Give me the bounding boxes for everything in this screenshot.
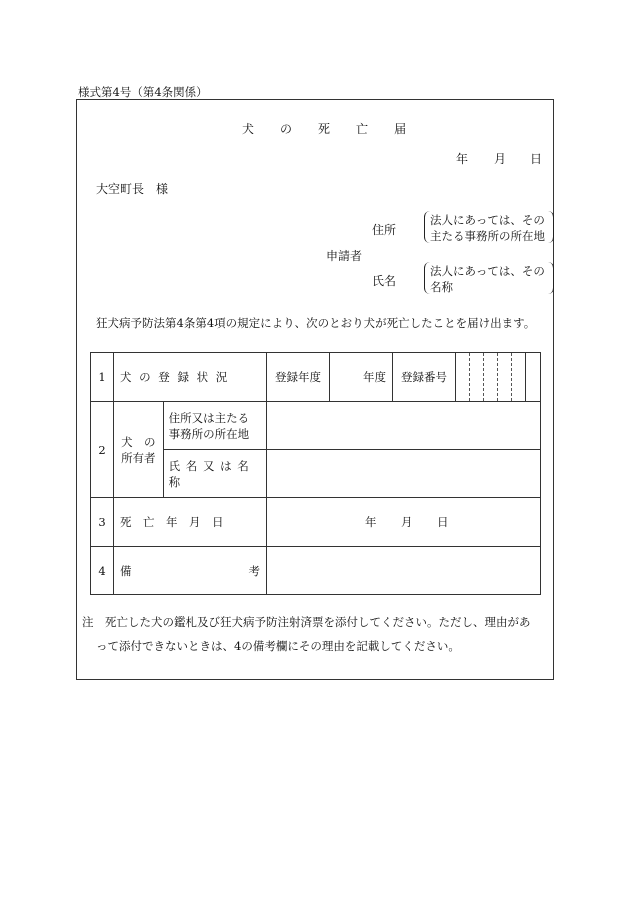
remarks-label-left: 備 <box>120 563 132 578</box>
row-number: 2 <box>91 402 114 498</box>
applicant-label: 申請者 <box>326 249 363 263</box>
reg-number-digit-cell[interactable] <box>512 353 526 402</box>
owner-address-line2: 事務所の所在地 <box>168 426 250 441</box>
owner-address-label <box>163 402 266 450</box>
reg-number-digit-cell[interactable] <box>484 353 498 402</box>
title-char: 亡 <box>356 122 369 136</box>
death-year-label: 年 <box>365 515 377 529</box>
death-day-label: 日 <box>437 515 449 529</box>
table-row <box>91 547 541 595</box>
table-row <box>91 498 541 547</box>
row-number: 3 <box>91 498 114 547</box>
reg-number-digit-cell[interactable] <box>456 353 470 402</box>
date-month-label: 月 <box>494 152 507 166</box>
reg-year-label: 登録年度 <box>267 353 330 402</box>
remarks-label-right: 考 <box>248 563 260 578</box>
form-title <box>242 120 406 137</box>
note-line1: 注 死亡した犬の鑑札及び狂犬病予防注射済票を添付してください。ただし、理由があ <box>82 615 531 629</box>
year-suffix-label: 年度 <box>330 353 393 402</box>
address-label: 住所 <box>372 223 397 237</box>
remarks-label <box>114 547 267 595</box>
title-char: の <box>280 122 293 136</box>
death-date-field[interactable] <box>267 498 541 547</box>
addressee: 大空町長 様 <box>96 182 169 196</box>
form-number-label: 様式第4号（第4条関係） <box>78 85 208 99</box>
name-note-line2: 名称 <box>430 280 453 294</box>
registration-table <box>90 352 541 595</box>
table-row <box>91 402 541 450</box>
statement-text: 狂犬病予防法第4条第4項の規定により、次のとおり犬が死亡したことを届け出ます。 <box>96 316 536 330</box>
note-line2: って添付できないときは、4の備考欄にその理由を記載してください。 <box>96 639 460 653</box>
row-number: 4 <box>91 547 114 595</box>
address-note-line2: 主たる事務所の所在地 <box>430 229 545 243</box>
date-day-label: 日 <box>530 152 543 166</box>
owner-label-line2: 所有者 <box>121 450 156 465</box>
row1-label: 犬 の 登 録 状 況 <box>114 353 267 402</box>
remarks-field[interactable] <box>267 547 541 595</box>
title-char: 犬 <box>242 122 255 136</box>
address-note-line1: 法人にあっては、その <box>430 213 545 227</box>
owner-address-field[interactable] <box>267 402 541 450</box>
row-number: 1 <box>91 353 114 402</box>
owner-name-field[interactable] <box>267 450 541 498</box>
reg-number-digit-cell[interactable] <box>470 353 484 402</box>
title-char: 届 <box>394 122 407 136</box>
reg-number-label: 登録番号 <box>393 353 456 402</box>
date-year-label: 年 <box>456 152 469 166</box>
owner-name-label: 氏 名 又 は 名 称 <box>163 450 266 498</box>
owner-label <box>114 402 164 498</box>
owner-address-line1: 住所又は主たる <box>168 410 250 425</box>
title-char: 死 <box>318 122 331 136</box>
table-row <box>91 353 541 402</box>
death-month-label: 月 <box>401 515 413 529</box>
reg-number-digit-cell[interactable] <box>498 353 512 402</box>
death-date-label: 死 亡 年 月 日 <box>114 498 267 547</box>
owner-label-line1: 犬 の <box>121 434 156 449</box>
name-note-line1: 法人にあっては、その <box>430 264 545 278</box>
name-label: 氏名 <box>372 274 397 288</box>
reg-number-digit-cell[interactable] <box>526 353 541 402</box>
